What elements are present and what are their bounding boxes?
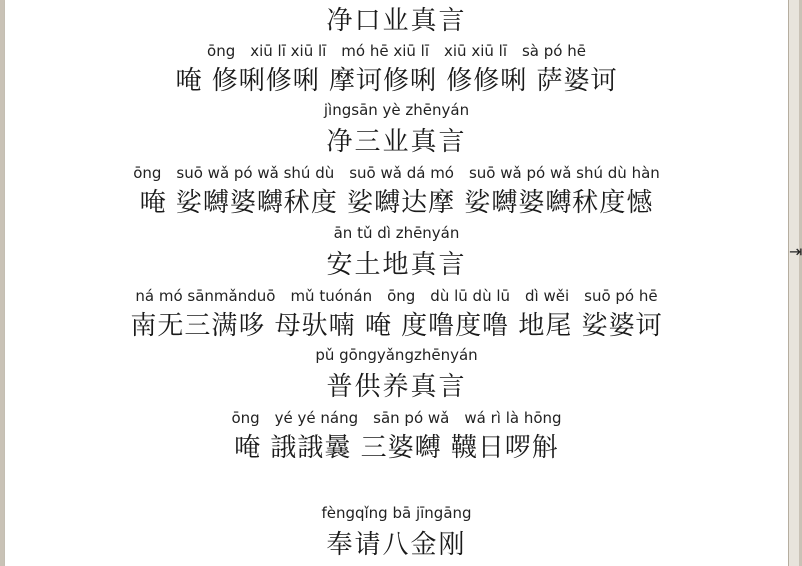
mantra-text: 唵 娑嚩婆嚩秫度 娑嚩达摩 娑嚩婆嚩秫度憾 bbox=[139, 188, 654, 218]
mantra-text: 唵 修唎修唎 摩诃修唎 修修唎 萨婆诃 bbox=[175, 66, 618, 96]
section-title: 奉请八金刚 bbox=[326, 530, 467, 560]
mantra-text: 南无三满哆 母驮喃 唵 度噜度噜 地尾 娑婆诃 bbox=[130, 311, 663, 341]
title-pinyin: fèngqǐng bā jīngāng bbox=[321, 504, 472, 522]
title-pinyin: ān tǔ dì zhēnyán bbox=[333, 224, 460, 242]
section-title: 净口业真言 bbox=[326, 6, 467, 36]
section-title: 安土地真言 bbox=[326, 250, 467, 280]
section-title: 净三业真言 bbox=[326, 127, 467, 157]
mantra-pinyin: ōng suō wǎ pó wǎ shú dù suō wǎ dá mó suō wǎ pó wǎ shú dù hàn bbox=[133, 164, 660, 182]
resize-cursor-icon: ⇥ bbox=[789, 242, 802, 261]
mantra-pinyin: ōng yé yé náng sān pó wǎ wá rì là hōng bbox=[231, 409, 562, 427]
window-edge[interactable] bbox=[788, 0, 799, 566]
document-page bbox=[5, 0, 788, 566]
mantra-pinyin: ná mó sānmǎnduō mǔ tuónán ōng dù lū dù lū dì wěi suō pó hē bbox=[135, 287, 658, 305]
section-title: 普供养真言 bbox=[326, 372, 467, 402]
title-pinyin: jìngsān yè zhēnyán bbox=[323, 101, 470, 119]
mantra-pinyin: ōng xiū lī xiū lī mó hē xiū lī xiū xiū lī sà pó hē bbox=[207, 42, 586, 60]
title-pinyin: pǔ gōngyǎngzhēnyán bbox=[315, 346, 478, 364]
mantra-text: 唵 誐誐曩 三婆嚩 韈日啰斛 bbox=[234, 433, 559, 463]
